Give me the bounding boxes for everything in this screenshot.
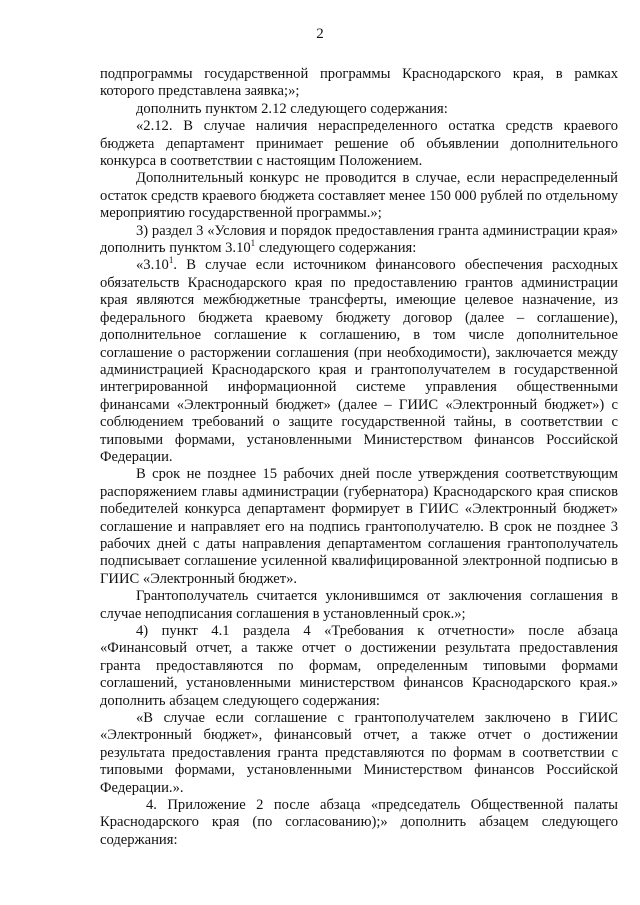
superscript: 1 xyxy=(250,238,256,249)
superscript: 1 xyxy=(168,255,174,266)
paragraph-1: подпрограммы государственной программы Краснодарского края, в рамках которого представлена заявка;»; xyxy=(100,66,618,100)
page-number: 2 xyxy=(316,26,324,42)
paragraph-10: «В случае если соглашение с грантополучателем заключено в ГИИС «Электронный бюджет», финансовый отчет, а также отчет о достижении результата предоставления гранта представляются по формам в соответствии с типовыми формами, установленными Министерством финансов Российской Федерации.». xyxy=(100,710,618,796)
paragraph-5-text: 3) раздел 3 «Условия и порядок предоставления гранта администрации края» дополнить пунктом 3.10 xyxy=(100,222,618,257)
document-body xyxy=(100,66,618,849)
paragraph-6 xyxy=(100,257,618,466)
paragraph-7: В срок не позднее 15 рабочих дней после утверждения соответствующим распоряжением главы администрации (губернатора) Краснодарского края списков победителей конкурса департамент формирует в ГИИС «Электронный бюджет» соглашение и направляет его на подпись грантополучателю. В срок не позднее 3 рабочих дней с даты направления департаментом соглашения грантополучатель подписывает соглашение усиленной квалифицированной электронной подписью в ГИИС «Электронный бюджет». xyxy=(100,466,618,587)
paragraph-5 xyxy=(100,223,618,258)
paragraph-5-text-end: следующего содержания: xyxy=(255,240,417,257)
paragraph-8: Грантополучатель считается уклонившимся от заключения соглашения в случае неподписания соглашения в установленный срок.»; xyxy=(100,588,618,622)
paragraph-6-text-end: . В случае если источником финансового обеспечения расходных обязательств Краснодарского края по предоставлению грантов администрации края являются межбюджетные трансферты, имеющие целевое назначение, из федерального бюджета краевому бюджету договор (далее – соглашение), дополнительное соглашение к соглашению, в том числе дополнительное соглашение о расторжении соглашения (при необходимости), заключается между администрацией Краснодарского края и грантополучателем в государственной интегрированной информационной системе управления общественными финансами «Электронный бюджет» (далее – ГИИС «Электронный бюджет») с соблюдением требований о защите государственной тайны, в соответствии с типовыми формами, установленными Министерством финансов Российской Федерации. xyxy=(100,257,618,465)
paragraph-11: 4. Приложение 2 после абзаца «председатель Общественной палаты Краснодарского края (по согласованию);» дополнить абзацем следующего содержания: xyxy=(100,797,618,848)
paragraph-9: 4) пункт 4.1 раздела 4 «Требования к отчетности» после абзаца «Финансовый отчет, а также отчет о достижении результата предоставления гранта предоставляются по формам, определенным типовыми формами соглашений, установленными министерством финансов Краснодарского края.» дополнить абзацем следующего содержания: xyxy=(100,623,618,709)
paragraph-6-text: «3.10 xyxy=(136,257,169,274)
paragraph-4: Дополнительный конкурс не проводится в случае, если нераспределенный остаток средств краевого бюджета составляет менее 150 000 рублей по отдельному мероприятию государственной программы.»; xyxy=(100,170,618,222)
paragraph-2: дополнить пунктом 2.12 следующего содержания: xyxy=(136,100,448,117)
paragraph-3: «2.12. В случае наличия нераспределенного остатка средств краевого бюджета департамент принимает решение об объявлении дополнительного конкурса в соответствии с настоящим Положением. xyxy=(100,118,618,170)
